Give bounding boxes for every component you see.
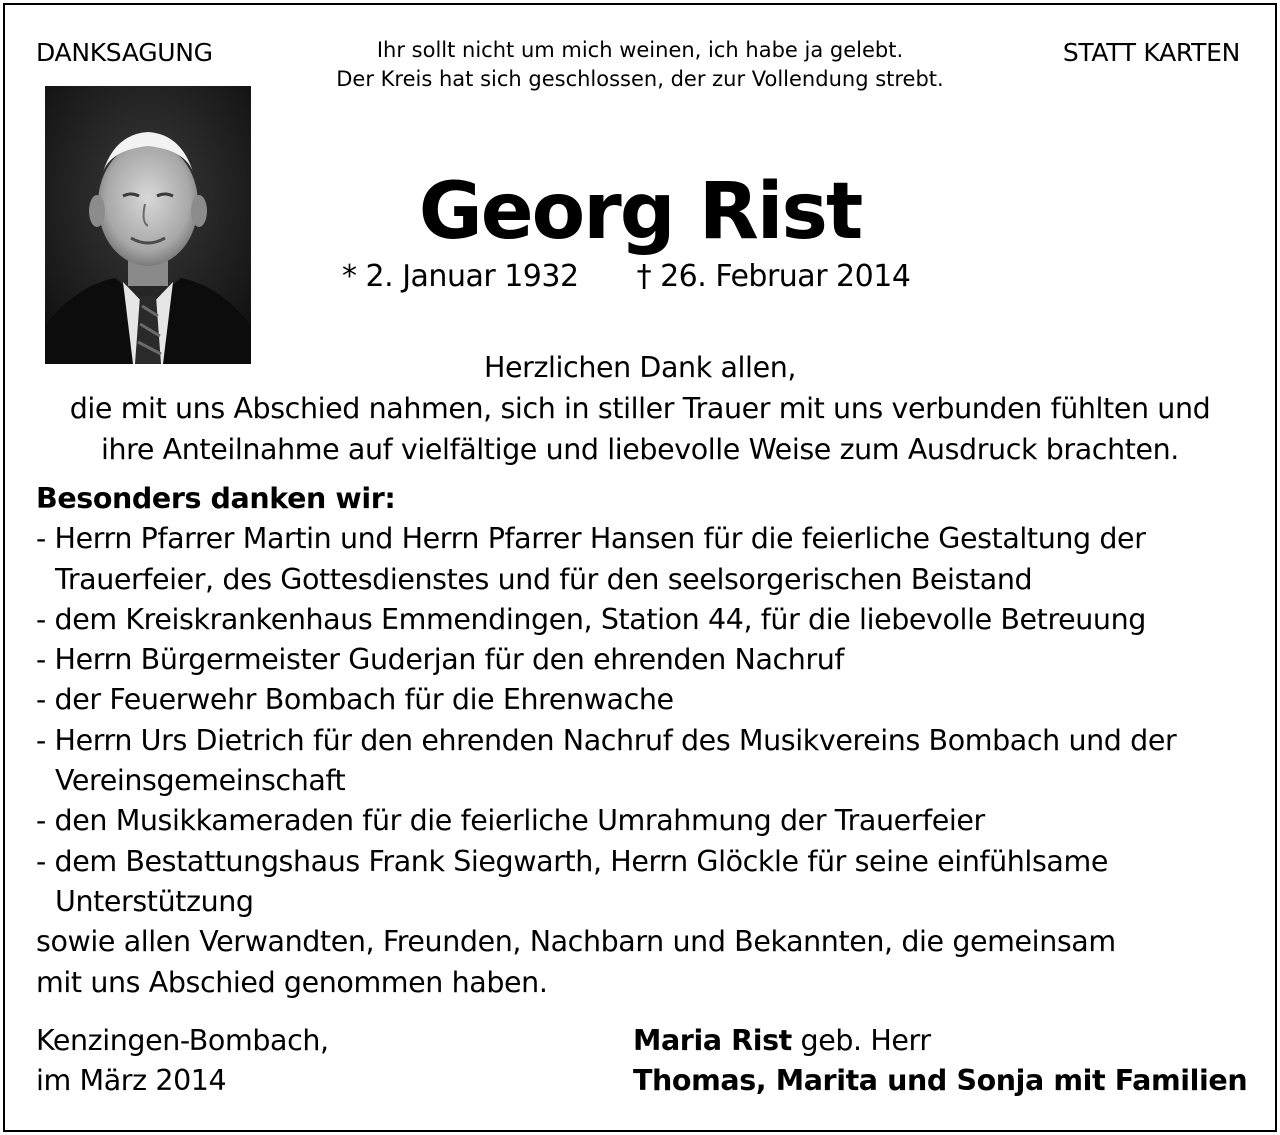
list-item: - den Musikkameraden für die feierliche Umrahmung der Trauerfeier bbox=[36, 804, 985, 838]
special-thanks-section bbox=[36, 479, 1265, 1003]
special-thanks-heading: Besonders danken wir: bbox=[36, 482, 396, 515]
thanks-line-2: die mit uns Abschied nahmen, sich in stiller Trauer mit uns verbunden fühlten und bbox=[69, 392, 1211, 425]
thanks-line-3: ihre Anteilnahme auf vielfältige und liebevolle Weise zum Ausdruck brachten. bbox=[101, 433, 1179, 466]
death-date: † 26. Februar 2014 bbox=[636, 259, 911, 294]
list-item: - dem Bestattungshaus Frank Siegwarth, Herrn Glöckle für seine einfühlsame Unterstützung bbox=[36, 844, 1108, 918]
place-date bbox=[36, 1021, 329, 1102]
list-item: - dem Kreiskrankenhaus Emmendingen, Station 44, für die liebevolle Betreuung bbox=[36, 602, 1146, 636]
thanks-line-1: Herzlichen Dank allen, bbox=[483, 351, 797, 384]
signer-1-suffix: geb. Herr bbox=[791, 1024, 931, 1057]
danksagung-label: DANKSAGUNG bbox=[36, 38, 213, 67]
life-dates bbox=[342, 259, 910, 294]
place: Kenzingen-Bombach, bbox=[36, 1024, 329, 1057]
motto-line-1: Ihr sollt nicht um mich weinen, ich habe ja gelebt. bbox=[376, 38, 904, 62]
signer-1-name: Maria Rist bbox=[633, 1024, 792, 1057]
closing-line-2: mit uns Abschied genommen haben. bbox=[36, 965, 548, 999]
list-item: - der Feuerwehr Bombach für die Ehrenwache bbox=[36, 683, 674, 717]
statt-karten-label: STATT KARTEN bbox=[1062, 38, 1240, 67]
list-item: - Herrn Bürgermeister Guderjan für den ehrenden Nachruf bbox=[36, 643, 845, 677]
closing-line-1: sowie allen Verwandten, Freunden, Nachbarn und Bekannten, die gemeinsam bbox=[36, 925, 1116, 959]
special-thanks-list bbox=[36, 519, 1265, 922]
list-item: - Herrn Urs Dietrich für den ehrenden Nachruf des Musikvereins Bombach und der Vereinsgemeinschaft bbox=[36, 723, 1177, 798]
birth-date: * 2. Januar 1932 bbox=[342, 259, 579, 294]
motto-line-2: Der Kreis hat sich geschlossen, der zur Vollendung strebt. bbox=[336, 67, 944, 91]
portrait-photo bbox=[45, 86, 251, 364]
signer-1 bbox=[633, 1021, 1247, 1061]
date: im März 2014 bbox=[36, 1064, 227, 1098]
deceased-name: Georg Rist bbox=[418, 167, 862, 257]
signer-2: Thomas, Marita und Sonja mit Familien bbox=[633, 1064, 1248, 1098]
motto-verse bbox=[290, 36, 990, 94]
signatures bbox=[633, 1021, 1247, 1102]
list-item: - Herrn Pfarrer Martin und Herrn Pfarrer Hansen für die feierliche Gestaltung der Trauerfeier, des Gottesdienstes und für den seelsorgerischen Beistand bbox=[36, 522, 1146, 596]
